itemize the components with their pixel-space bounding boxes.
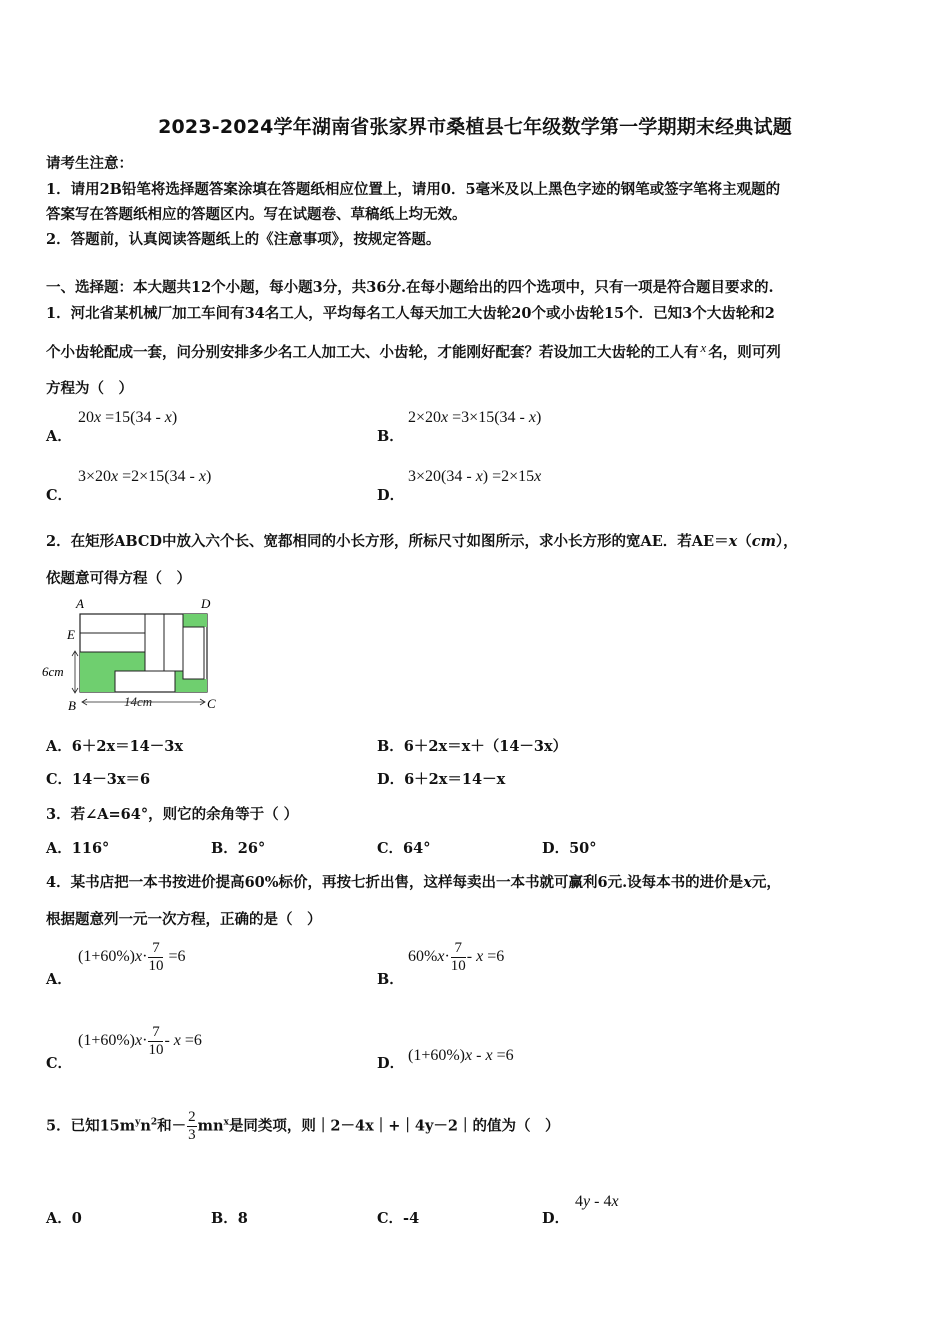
q4-option-b-label[interactable]: B． xyxy=(377,971,404,988)
q1-option-b-label[interactable]: B． xyxy=(377,428,404,445)
notice-line-3: 2．答题前，认真阅读答题纸上的《注意事项》，按规定答题。 xyxy=(46,231,441,248)
q5-option-c[interactable]: C．-4 xyxy=(377,1210,420,1227)
q1-option-d-equation[interactable]: 3×20(34 - x) =2×15x xyxy=(408,468,542,485)
q1-line-2 xyxy=(46,340,781,362)
notice-line-2: 答案写在答题纸相应的答题区内。写在试题卷、草稿纸上均无效。 xyxy=(46,206,467,223)
q3-option-a[interactable]: A．116° xyxy=(46,840,110,857)
label-d: D xyxy=(201,596,211,611)
q2-rectangle-figure xyxy=(40,594,230,716)
q2-line-2: 依题意可得方程（ ） xyxy=(46,570,191,587)
q3-option-b[interactable]: B．26° xyxy=(211,840,266,857)
q1-option-a-equation[interactable]: 20x =15(34 - x) xyxy=(78,409,178,426)
q1-line-2a: 个小齿轮配成一套，问分别安排多少名工人加工大、小齿轮，才能刚好配套？若设加工大齿轮的工人有 xyxy=(46,344,699,361)
q4-option-d-label[interactable]: D． xyxy=(377,1055,405,1072)
q2-variable: x xyxy=(728,533,738,550)
q2-paren: （ xyxy=(737,533,752,550)
q5-option-d-expression[interactable]: 4y - 4x xyxy=(575,1193,619,1210)
q4-line-2: 根据题意列一元一次方程，正确的是（ ） xyxy=(46,911,322,928)
q1-option-b-equation[interactable]: 2×20x =3×15(34 - x) xyxy=(408,409,542,426)
q5-option-a[interactable]: A．0 xyxy=(46,1210,82,1227)
q4-option-c-equation[interactable]: (1+60%)x· $\frac{7}{10}$ - x =6 xyxy=(78,1024,202,1058)
page-title: 2023-2024学年湖南省张家界市桑植县七年级数学第一学期期末经典试题 xyxy=(158,116,792,138)
notice-line-1: 1．请用2B铅笔将选择题答案涂填在答题纸相应位置上，请用0．5毫米及以上黑色字迹的钢笔或签字笔将主观题的 xyxy=(46,181,781,198)
q1-option-d-label[interactable]: D． xyxy=(377,487,405,504)
q3-option-c[interactable]: C．64° xyxy=(377,840,431,857)
label-c: C xyxy=(207,696,216,711)
q4-option-a-label[interactable]: A． xyxy=(46,971,72,988)
label-width: 14cm xyxy=(124,694,153,709)
q5-fraction: $\frac{2}{3}$ xyxy=(188,1109,196,1143)
q5-option-d-label[interactable]: D． xyxy=(542,1210,570,1227)
label-b: B xyxy=(68,698,76,713)
q1-option-a-label[interactable]: A． xyxy=(46,428,72,445)
notice-heading: 请考生注意： xyxy=(46,155,133,172)
q5-stem: 5．已知$15m^yn^2$和－ $\frac{2}{3}$ $mn^x$是同类项，则｜2－4x｜+｜4y－2｜的值为（ ） xyxy=(46,1109,560,1143)
q3-option-d[interactable]: D．50° xyxy=(542,840,597,857)
q4-option-d-equation[interactable]: (1+60%)x - x =6 xyxy=(408,1047,514,1064)
q4-line-1: 4．某书店把一本书按进价提高60%标价，再按七折出售，这样每卖出一本书就可赢利6元.设每本书的进价是x元， xyxy=(46,874,781,891)
q2-line-1 xyxy=(46,530,798,551)
q1-option-c-label[interactable]: C． xyxy=(46,487,73,504)
q1-variable: x xyxy=(700,340,707,355)
q4-option-a-equation[interactable]: (1+60%)x· $\frac{7}{10}$ =6 xyxy=(78,940,186,974)
q3-stem: 3．若∠A=64°，则它的余角等于（ ） xyxy=(46,806,299,823)
q1-option-c-equation[interactable]: 3×20x =2×15(34 - x) xyxy=(78,468,212,485)
section-heading: 一、选择题：本大题共12个小题，每小题3分，共36分.在每小题给出的四个选项中，只有一项是符合题目要求的. xyxy=(46,279,774,296)
q1-line-2b: 名，则可列 xyxy=(708,344,781,361)
q5-option-b[interactable]: B．8 xyxy=(211,1210,248,1227)
q2-unit: cm xyxy=(751,533,776,550)
q4-option-b-equation[interactable]: 60%x· $\frac{7}{10}$ - x =6 xyxy=(408,940,505,974)
label-e: E xyxy=(67,627,75,642)
label-a: A xyxy=(76,596,84,611)
q2-option-d[interactable]: D．6＋2x＝14－x xyxy=(377,771,506,788)
q2-line-1-text: 2．在矩形ABCD中放入六个长、宽都相同的小长方形，所标尺寸如图所示，求小长方形的宽AE．若AE＝ xyxy=(46,533,729,550)
q1-line-3: 方程为（ ） xyxy=(46,380,133,397)
q2-option-a[interactable]: A．6＋2x＝14－3x xyxy=(46,738,184,755)
q2-option-c[interactable]: C．14－3x＝6 xyxy=(46,771,151,788)
green-region-top-right xyxy=(183,614,207,627)
q4-option-c-label[interactable]: C． xyxy=(46,1055,73,1072)
q1-line-1: 1．河北省某机械厂加工车间有34名工人，平均每名工人每天加工大齿轮20个或小齿轮15个．已知3个大齿轮和2 xyxy=(46,305,775,322)
q2-line-1-end: ）， xyxy=(775,533,798,550)
label-height: 6cm xyxy=(42,664,64,679)
q2-option-b[interactable]: B．6＋2x＝x＋（14－3x） xyxy=(377,738,568,755)
